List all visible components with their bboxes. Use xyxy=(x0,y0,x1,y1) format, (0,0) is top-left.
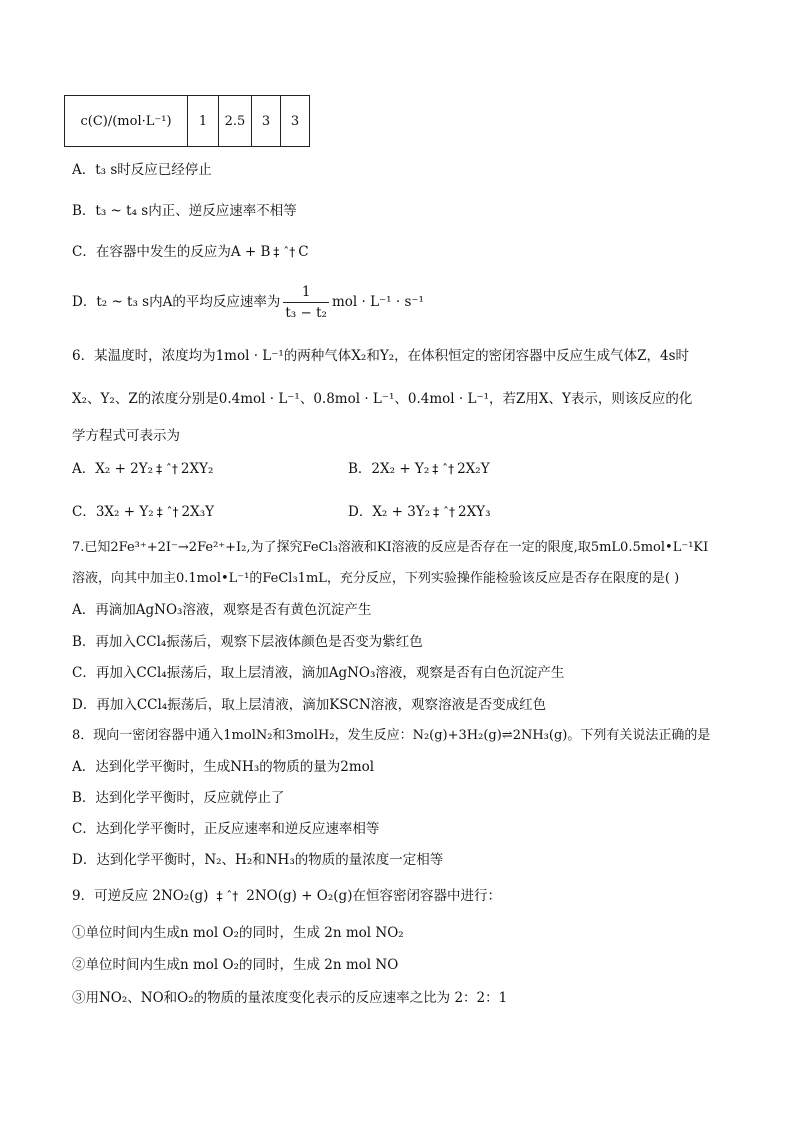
rate-fraction xyxy=(283,284,329,321)
q5-option-c xyxy=(72,242,309,262)
rate-unit: mol · L⁻¹ · s⁻¹ xyxy=(331,294,424,310)
q8-option-a: A．达到化学平衡时，生成NH₃的物质的量为2mol xyxy=(72,759,375,775)
q5-option-a: A．t₃ s时反应已经停止 xyxy=(72,162,212,178)
table-cell: 3 xyxy=(252,96,281,147)
q6-stem-line-2: X₂、Y₂、Z的浓度分别是0.4mol · L⁻¹、0.8mol · L⁻¹、0.4mol · L⁻¹，若Z用X、Y表示，则该反应的化 xyxy=(72,391,693,407)
equilibrium-arrow-icon: ‡ ˆ† xyxy=(156,505,179,519)
q8-stem: 8．现向一密闭容器中通入1molN₂和3molH₂，发生反应：N₂(g)+3H₂(g)⇌2NH₃(g)。下列有关说法正确的是 xyxy=(72,728,711,743)
q6-option-a-product: 2XY₂ xyxy=(180,461,214,477)
equilibrium-arrow-icon: ‡ ˆ† xyxy=(432,462,455,476)
q7-stem-line-2: 溶液，向其中加主0.1mol•L⁻¹的FeCl₃1mL，充分反应，下列实验操作能检验该反应是否存在限度的是( ) xyxy=(72,571,680,586)
q5-option-c-product: C xyxy=(298,244,309,260)
q6-option-d-reactants: D．X₂ + 3Y₂ xyxy=(348,504,431,520)
q9-statement-1: ①单位时间内生成n mol O₂的同时，生成 2n mol NO₂ xyxy=(72,925,404,941)
fraction-numerator: 1 xyxy=(283,284,329,303)
q6-option-c xyxy=(72,502,214,522)
equilibrium-arrow-icon: ‡ ˆ† xyxy=(156,462,178,476)
q8-option-b: B．达到化学平衡时，反应就停止了 xyxy=(72,790,285,806)
q9-statement-3: ③用NO₂、NO和O₂的物质的量浓度变化表示的反应速率之比为 2：2：1 xyxy=(72,990,508,1006)
q7-option-c: C．再加入CCl₄振荡后，取上层清液，滴加AgNO₃溶液，观察是否有白色沉淀产生 xyxy=(72,665,565,681)
equilibrium-arrow-icon: ‡ ˆ† xyxy=(216,889,239,903)
q8-option-d: D．达到化学平衡时，N₂、H₂和NH₃的物质的量浓度一定相等 xyxy=(72,852,444,868)
q6-option-c-reactants: C．3X₂ + Y₂ xyxy=(72,504,154,520)
fraction-denominator: t₃ − t₂ xyxy=(285,305,327,321)
q6-stem-line-3: 学方程式可表示为 xyxy=(72,428,180,444)
q7-option-b: B．再加入CCl₄振荡后，观察下层液体颜色是否变为紫红色 xyxy=(72,634,423,650)
concentration-table xyxy=(64,95,310,147)
q6-option-d xyxy=(348,502,491,522)
q6-option-b xyxy=(348,459,490,479)
q6-option-c-product: 2X₃Y xyxy=(181,504,215,520)
q9-stem-rest: 2NO(g) + O₂(g)在恒容密闭容器中进行： xyxy=(246,888,501,904)
q9-statement-2: ②单位时间内生成n mol O₂的同时，生成 2n mol NO xyxy=(72,957,399,973)
table-cell: 3 xyxy=(281,96,310,147)
q6-option-b-reactants: B．2X₂ + Y₂ xyxy=(348,461,430,477)
q5-option-d-text: D．t₂ ~ t₃ s内A的平均反应速率为 xyxy=(72,294,281,310)
q9-stem xyxy=(72,886,501,906)
q7-option-d: D．再加入CCl₄振荡后，取上层清液，滴加KSCN溶液，观察溶液是否变成红色 xyxy=(72,697,547,713)
q9-stem-reactant: 9．可逆反应 2NO₂(g) xyxy=(72,888,209,904)
table-row xyxy=(65,96,310,147)
q6-option-b-product: 2X₂Y xyxy=(457,461,490,477)
q5-option-c-text: C．在容器中发生的反应为A + B xyxy=(72,244,271,260)
table-header-cell: c(C)/(mol·L⁻¹) xyxy=(65,96,188,147)
q6-stem-line-1: 6．某温度时，浓度均为1mol · L⁻¹的两种气体X₂和Y₂，在体积恒定的密闭容器中反应生成气体Z，4s时 xyxy=(72,348,690,364)
q6-option-d-product: 2XY₃ xyxy=(457,504,491,520)
q6-option-a xyxy=(72,459,213,479)
q6-option-a-reactants: A．X₂ + 2Y₂ xyxy=(72,461,154,477)
q5-option-d xyxy=(72,282,424,322)
equilibrium-arrow-icon: ‡ ˆ† xyxy=(433,505,455,519)
q7-option-a: A．再滴加AgNO₃溶液，观察是否有黄色沉淀产生 xyxy=(72,602,372,618)
table-cell: 2.5 xyxy=(219,96,252,147)
table-cell: 1 xyxy=(188,96,219,147)
q8-option-c: C．达到化学平衡时，正反应速率和逆反应速率相等 xyxy=(72,821,380,837)
equilibrium-arrow-icon: ‡ ˆ† xyxy=(273,245,296,259)
q5-option-b: B．t₃ ~ t₄ s内正、逆反应速率不相等 xyxy=(72,203,297,219)
q7-stem-line-1: 7.已知2Fe³⁺+2I⁻→2Fe²⁺+I₂,为了探究FeCl₃溶液和KI溶液的反应是否存在一定的限度,取5mL0.5mol•L⁻¹KI xyxy=(72,540,709,555)
